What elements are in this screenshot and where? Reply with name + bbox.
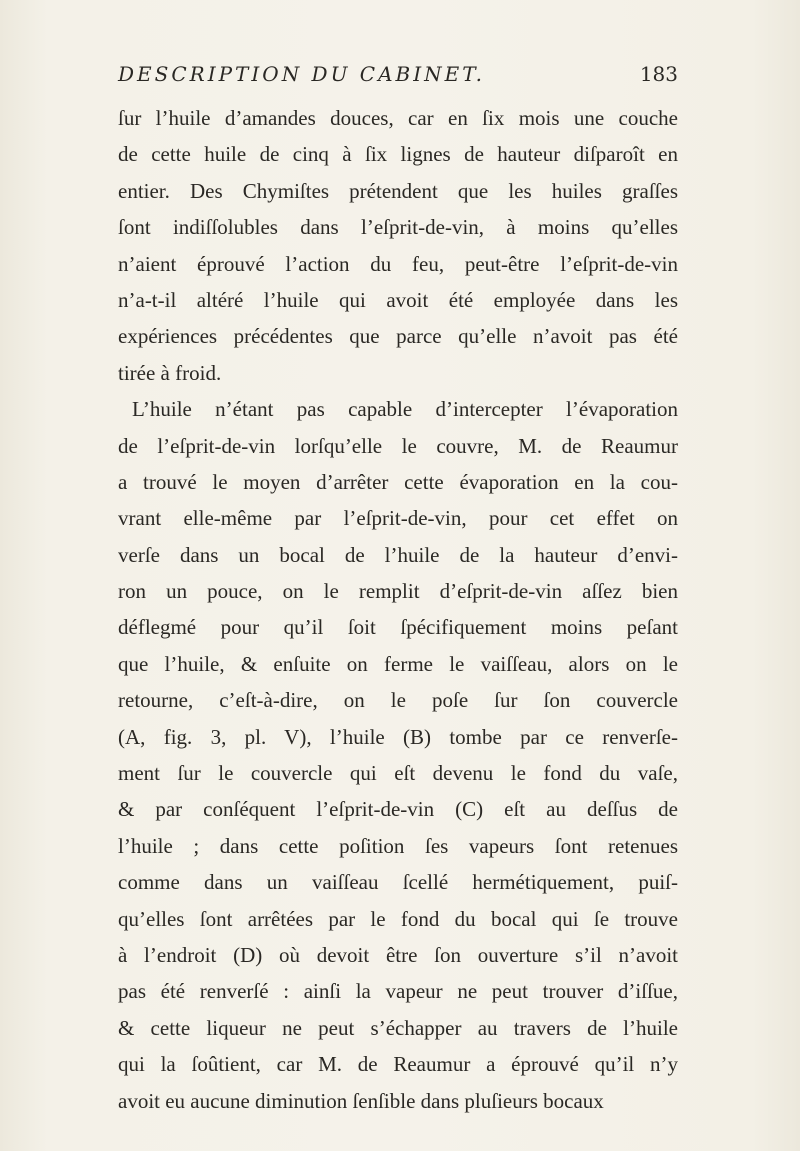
- text-line: ment ſur le couvercle qui eſt devenu le fond du vaſe,: [118, 761, 678, 786]
- text-line: ſont indiſſolubles dans l’eſprit-de-vin, à moins qu’elles: [118, 215, 678, 240]
- running-title: DESCRIPTION DU CABINET.: [118, 62, 485, 86]
- text-line: n’a-t-il altéré l’huile qui avoit été employée dans les: [118, 287, 678, 312]
- text-line: déflegmé pour qu’il ſoit ſpécifiquement moins peſant: [118, 615, 678, 640]
- text-line: qu’elles ſont arrêtées par le fond du bocal qui ſe trouve: [118, 906, 678, 931]
- page-number: 183: [639, 62, 678, 86]
- text-line: que l’huile, & enſuite on ferme le vaiſſeau, alors on le: [118, 651, 678, 676]
- text-line: comme dans un vaiſſeau ſcellé hermétiquement, puiſ-: [118, 870, 678, 895]
- text-line: à l’endroit (D) où devoit être ſon ouverture s’il n’avoit: [118, 942, 678, 967]
- text-line: entier. Des Chymiſtes prétendent que les huiles graſſes: [118, 178, 678, 203]
- text-line: & cette liqueur ne peut s’échapper au travers de l’huile: [118, 1015, 678, 1040]
- running-head: [118, 62, 678, 94]
- text-line: avoit eu aucune diminution ſenſible dans pluſieurs bocaux: [118, 1088, 604, 1113]
- text-line: L’huile n’étant pas capable d’intercepter l’évaporation: [132, 397, 678, 422]
- text-line: a trouvé le moyen d’arrêter cette évaporation en la cou-: [118, 469, 678, 494]
- body-text: [118, 100, 678, 1119]
- text-line: retourne, c’eſt-à-dire, on le poſe ſur ſon couvercle: [118, 688, 678, 713]
- text-line: expériences précédentes que parce qu’elle n’avoit pas été: [118, 324, 678, 349]
- text-line: de cette huile de cinq à ſix lignes de hauteur diſparoît en: [118, 142, 678, 167]
- text-line: tirée à froid.: [118, 360, 222, 385]
- text-line: & par conſéquent l’eſprit-de-vin (C) eſt au deſſus de: [118, 797, 678, 822]
- text-line: pas été renverſé : ainſi la vapeur ne peut trouver d’iſſue,: [118, 979, 678, 1004]
- text-line: (A, fig. 3, pl. V), l’huile (B) tombe par ce renverſe-: [118, 724, 678, 749]
- text-line: ron un pouce, on le remplit d’eſprit-de-vin aſſez bien: [118, 579, 678, 604]
- text-line: ſur l’huile d’amandes douces, car en ſix mois une couche: [118, 106, 678, 130]
- text-line: de l’eſprit-de-vin lorſqu’elle le couvre, M. de Reaumur: [118, 433, 678, 458]
- text-line: n’aient éprouvé l’action du feu, peut-être l’eſprit-de-vin: [118, 251, 678, 276]
- text-line: verſe dans un bocal de l’huile de la hauteur d’envi-: [118, 542, 678, 567]
- text-line: qui la ſoûtient, car M. de Reaumur a éprouvé qu’il n’y: [118, 1052, 678, 1077]
- text-line: l’huile ; dans cette poſition ſes vapeurs ſont retenues: [118, 833, 678, 858]
- text-line: vrant elle-même par l’eſprit-de-vin, pour cet effet on: [118, 506, 678, 531]
